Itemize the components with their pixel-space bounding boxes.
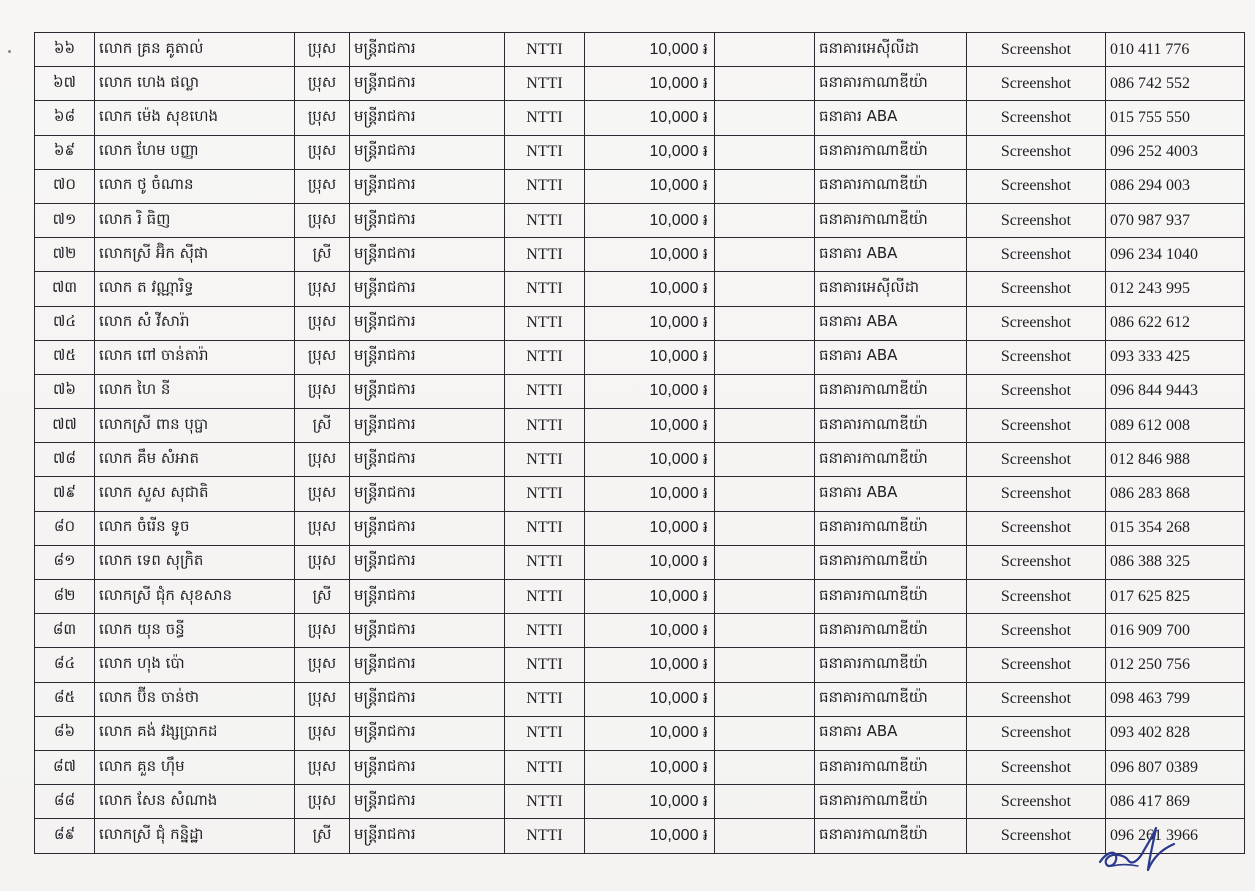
gender-cell: ប្រុស	[295, 648, 350, 682]
position-cell: មន្ត្រីរាជការ	[350, 443, 505, 477]
position-cell: មន្ត្រីរាជការ	[350, 477, 505, 511]
person-name-cell: លោក យុន ចន្ធី	[95, 614, 295, 648]
blank-cell-cell	[715, 306, 815, 340]
institution-cell: NTTI	[505, 750, 585, 784]
proof-type-cell: Screenshot	[967, 101, 1106, 135]
phone-number-cell: 015 354 268	[1106, 511, 1245, 545]
institution-cell: NTTI	[505, 238, 585, 272]
person-name-cell: លោក ត វណ្ណារិទ្ធ	[95, 272, 295, 306]
institution-cell: NTTI	[505, 67, 585, 101]
gender-cell: ប្រុស	[295, 374, 350, 408]
amount-cell: 10,000 ៛	[585, 101, 715, 135]
table-row	[35, 545, 1245, 579]
bank-name-cell: ធនាគារអេស៊ីលីដា	[815, 33, 967, 67]
blank-cell-cell	[715, 238, 815, 272]
person-name-cell: លោក ម៉េង សុខហេង	[95, 101, 295, 135]
blank-cell-cell	[715, 67, 815, 101]
proof-type-cell: Screenshot	[967, 614, 1106, 648]
institution-cell: NTTI	[505, 819, 585, 853]
person-name-cell: លោក ប៊ីន ចាន់ថា	[95, 682, 295, 716]
gender-cell: ប្រុស	[295, 785, 350, 819]
proof-type-cell: Screenshot	[967, 716, 1106, 750]
person-name-cell: លោកស្រី ពាន បុប្ផា	[95, 409, 295, 443]
blank-cell-cell	[715, 682, 815, 716]
position-cell: មន្ត្រីរាជការ	[350, 750, 505, 784]
gender-cell: ប្រុស	[295, 750, 350, 784]
amount-cell: 10,000 ៛	[585, 169, 715, 203]
phone-number-cell: 096 252 4003	[1106, 135, 1245, 169]
phone-number-cell: 016 909 700	[1106, 614, 1245, 648]
bank-name-cell: ធនាគារ ABA	[815, 477, 967, 511]
table-row	[35, 477, 1245, 511]
blank-cell-cell	[715, 33, 815, 67]
person-name-cell: លោក រិ ធិញ	[95, 203, 295, 237]
amount-cell: 10,000 ៛	[585, 819, 715, 853]
institution-cell: NTTI	[505, 306, 585, 340]
phone-number-cell: 017 625 825	[1106, 580, 1245, 614]
person-name-cell: លោក សែន សំណាង	[95, 785, 295, 819]
position-cell: មន្ត្រីរាជការ	[350, 203, 505, 237]
position-cell: មន្ត្រីរាជការ	[350, 67, 505, 101]
payment-list-table-container	[34, 32, 1244, 854]
position-cell: មន្ត្រីរាជការ	[350, 614, 505, 648]
amount-cell: 10,000 ៛	[585, 785, 715, 819]
person-name-cell: លោក ថូ ចំណាន	[95, 169, 295, 203]
table-row	[35, 340, 1245, 374]
gender-cell: ស្រី	[295, 238, 350, 272]
amount-cell: 10,000 ៛	[585, 511, 715, 545]
bank-name-cell: ធនាគារកាណាឌីយ៉ា	[815, 750, 967, 784]
person-name-cell: លោក គឹម សំអាត	[95, 443, 295, 477]
row-number-cell: ៧៦	[35, 374, 95, 408]
institution-cell: NTTI	[505, 203, 585, 237]
position-cell: មន្ត្រីរាជការ	[350, 580, 505, 614]
gender-cell: ប្រុស	[295, 716, 350, 750]
institution-cell: NTTI	[505, 716, 585, 750]
bank-name-cell: ធនាគារកាណាឌីយ៉ា	[815, 409, 967, 443]
institution-cell: NTTI	[505, 614, 585, 648]
position-cell: មន្ត្រីរាជការ	[350, 819, 505, 853]
person-name-cell: លោក គង់ វង្សប្រាកដ	[95, 716, 295, 750]
gender-cell: ប្រុស	[295, 101, 350, 135]
proof-type-cell: Screenshot	[967, 750, 1106, 784]
proof-type-cell: Screenshot	[967, 33, 1106, 67]
institution-cell: NTTI	[505, 682, 585, 716]
institution-cell: NTTI	[505, 33, 585, 67]
position-cell: មន្ត្រីរាជការ	[350, 648, 505, 682]
position-cell: មន្ត្រីរាជការ	[350, 101, 505, 135]
payment-list-table	[34, 32, 1245, 854]
row-number-cell: ៦៧	[35, 67, 95, 101]
gender-cell: ប្រុស	[295, 511, 350, 545]
blank-cell-cell	[715, 203, 815, 237]
gender-cell: ប្រុស	[295, 135, 350, 169]
amount-cell: 10,000 ៛	[585, 374, 715, 408]
row-number-cell: ៧១	[35, 203, 95, 237]
row-number-cell: ៨៥	[35, 682, 95, 716]
row-number-cell: ៧៥	[35, 340, 95, 374]
blank-cell-cell	[715, 614, 815, 648]
table-row	[35, 67, 1245, 101]
bank-name-cell: ធនាគារកាណាឌីយ៉ា	[815, 545, 967, 579]
row-number-cell: ៧៨	[35, 443, 95, 477]
gender-cell: ប្រុស	[295, 67, 350, 101]
table-row	[35, 614, 1245, 648]
phone-number-cell: 096 261 3966	[1106, 819, 1245, 853]
bank-name-cell: ធនាគារកាណាឌីយ៉ា	[815, 374, 967, 408]
bank-name-cell: ធនាគារ ABA	[815, 238, 967, 272]
phone-number-cell: 093 402 828	[1106, 716, 1245, 750]
table-row	[35, 33, 1245, 67]
position-cell: មន្ត្រីរាជការ	[350, 135, 505, 169]
person-name-cell: លោកស្រី ជុំ កន្និដ្ឋា	[95, 819, 295, 853]
row-number-cell: ៧៩	[35, 477, 95, 511]
person-name-cell: លោកស្រី អ៊ិក ស៊ីផា	[95, 238, 295, 272]
bank-name-cell: ធនាគារ ABA	[815, 101, 967, 135]
institution-cell: NTTI	[505, 443, 585, 477]
position-cell: មន្ត្រីរាជការ	[350, 33, 505, 67]
blank-cell-cell	[715, 101, 815, 135]
bank-name-cell: ធនាគារកាណាឌីយ៉ា	[815, 580, 967, 614]
blank-cell-cell	[715, 819, 815, 853]
bank-name-cell: ធនាគារកាណាឌីយ៉ា	[815, 203, 967, 237]
proof-type-cell: Screenshot	[967, 67, 1106, 101]
gender-cell: ប្រុស	[295, 272, 350, 306]
row-number-cell: ៨៤	[35, 648, 95, 682]
institution-cell: NTTI	[505, 409, 585, 443]
phone-number-cell: 096 844 9443	[1106, 374, 1245, 408]
bank-name-cell: ធនាគារកាណាឌីយ៉ា	[815, 648, 967, 682]
proof-type-cell: Screenshot	[967, 374, 1106, 408]
institution-cell: NTTI	[505, 580, 585, 614]
institution-cell: NTTI	[505, 785, 585, 819]
row-number-cell: ៨៦	[35, 716, 95, 750]
row-number-cell: ៨៣	[35, 614, 95, 648]
bank-name-cell: ធនាគារអេស៊ីលីដា	[815, 272, 967, 306]
table-row	[35, 238, 1245, 272]
amount-cell: 10,000 ៛	[585, 580, 715, 614]
blank-cell-cell	[715, 511, 815, 545]
table-row	[35, 716, 1245, 750]
position-cell: មន្ត្រីរាជការ	[350, 716, 505, 750]
signature-mark	[1094, 820, 1184, 880]
person-name-cell: លោក ហេង ផល្លា	[95, 67, 295, 101]
amount-cell: 10,000 ៛	[585, 135, 715, 169]
proof-type-cell: Screenshot	[967, 306, 1106, 340]
row-number-cell: ៧២	[35, 238, 95, 272]
phone-number-cell: 096 807 0389	[1106, 750, 1245, 784]
phone-number-cell: 093 333 425	[1106, 340, 1245, 374]
row-number-cell: ៧៤	[35, 306, 95, 340]
table-row	[35, 819, 1245, 853]
person-name-cell: លោក ពៅ ចាន់តារ៉ា	[95, 340, 295, 374]
amount-cell: 10,000 ៛	[585, 716, 715, 750]
phone-number-cell: 089 612 008	[1106, 409, 1245, 443]
gender-cell: ប្រុស	[295, 614, 350, 648]
gender-cell: ប្រុស	[295, 443, 350, 477]
blank-cell-cell	[715, 716, 815, 750]
proof-type-cell: Screenshot	[967, 340, 1106, 374]
phone-number-cell: 015 755 550	[1106, 101, 1245, 135]
gender-cell: ប្រុស	[295, 545, 350, 579]
gender-cell: ប្រុស	[295, 203, 350, 237]
position-cell: មន្ត្រីរាជការ	[350, 272, 505, 306]
amount-cell: 10,000 ៛	[585, 614, 715, 648]
table-row	[35, 374, 1245, 408]
gender-cell: ស្រី	[295, 409, 350, 443]
person-name-cell: លោក គួន ហ៊ឹម	[95, 750, 295, 784]
gender-cell: ប្រុស	[295, 33, 350, 67]
gender-cell: ស្រី	[295, 580, 350, 614]
table-row	[35, 580, 1245, 614]
table-row	[35, 511, 1245, 545]
amount-cell: 10,000 ៛	[585, 238, 715, 272]
amount-cell: 10,000 ៛	[585, 682, 715, 716]
row-number-cell: ៦៦	[35, 33, 95, 67]
row-number-cell: ៧៧	[35, 409, 95, 443]
position-cell: មន្ត្រីរាជការ	[350, 545, 505, 579]
row-number-cell: ៧០	[35, 169, 95, 203]
proof-type-cell: Screenshot	[967, 545, 1106, 579]
person-name-cell: លោក សួស សុជាតិ	[95, 477, 295, 511]
phone-number-cell: 086 742 552	[1106, 67, 1245, 101]
position-cell: មន្ត្រីរាជការ	[350, 409, 505, 443]
phone-number-cell: 086 388 325	[1106, 545, 1245, 579]
bank-name-cell: ធនាគារកាណាឌីយ៉ា	[815, 785, 967, 819]
table-row	[35, 101, 1245, 135]
person-name-cell: លោក ហែម បញ្ញា	[95, 135, 295, 169]
position-cell: មន្ត្រីរាជការ	[350, 511, 505, 545]
person-name-cell: លោក ទេព សុក្រិត	[95, 545, 295, 579]
bank-name-cell: ធនាគារកាណាឌីយ៉ា	[815, 511, 967, 545]
blank-cell-cell	[715, 648, 815, 682]
person-name-cell: លោក ហៃ នី	[95, 374, 295, 408]
table-row	[35, 682, 1245, 716]
blank-cell-cell	[715, 545, 815, 579]
blank-cell-cell	[715, 443, 815, 477]
position-cell: មន្ត្រីរាជការ	[350, 374, 505, 408]
phone-number-cell: 086 417 869	[1106, 785, 1245, 819]
row-number-cell: ៦៨	[35, 101, 95, 135]
position-cell: មន្ត្រីរាជការ	[350, 340, 505, 374]
phone-number-cell: 096 234 1040	[1106, 238, 1245, 272]
table-row	[35, 443, 1245, 477]
proof-type-cell: Screenshot	[967, 477, 1106, 511]
bank-name-cell: ធនាគារកាណាឌីយ៉ា	[815, 67, 967, 101]
amount-cell: 10,000 ៛	[585, 33, 715, 67]
proof-type-cell: Screenshot	[967, 238, 1106, 272]
blank-cell-cell	[715, 409, 815, 443]
person-name-cell: លោក ហុង ប៉ោ	[95, 648, 295, 682]
gender-cell: ស្រី	[295, 819, 350, 853]
proof-type-cell: Screenshot	[967, 785, 1106, 819]
phone-number-cell: 086 622 612	[1106, 306, 1245, 340]
bank-name-cell: ធនាគារ ABA	[815, 306, 967, 340]
speck-mark	[8, 50, 11, 53]
person-name-cell: លោក គ្រន គូតាល់	[95, 33, 295, 67]
phone-number-cell: 086 294 003	[1106, 169, 1245, 203]
blank-cell-cell	[715, 340, 815, 374]
amount-cell: 10,000 ៛	[585, 409, 715, 443]
amount-cell: 10,000 ៛	[585, 750, 715, 784]
amount-cell: 10,000 ៛	[585, 272, 715, 306]
gender-cell: ប្រុស	[295, 477, 350, 511]
table-row	[35, 648, 1245, 682]
table-row	[35, 306, 1245, 340]
amount-cell: 10,000 ៛	[585, 67, 715, 101]
proof-type-cell: Screenshot	[967, 682, 1106, 716]
blank-cell-cell	[715, 750, 815, 784]
row-number-cell: ៧៣	[35, 272, 95, 306]
proof-type-cell: Screenshot	[967, 203, 1106, 237]
proof-type-cell: Screenshot	[967, 580, 1106, 614]
blank-cell-cell	[715, 135, 815, 169]
proof-type-cell: Screenshot	[967, 511, 1106, 545]
proof-type-cell: Screenshot	[967, 443, 1106, 477]
table-row	[35, 135, 1245, 169]
phone-number-cell: 010 411 776	[1106, 33, 1245, 67]
table-row	[35, 272, 1245, 306]
table-row	[35, 785, 1245, 819]
phone-number-cell: 012 243 995	[1106, 272, 1245, 306]
bank-name-cell: ធនាគារកាណាឌីយ៉ា	[815, 682, 967, 716]
proof-type-cell: Screenshot	[967, 819, 1106, 853]
phone-number-cell: 086 283 868	[1106, 477, 1245, 511]
blank-cell-cell	[715, 477, 815, 511]
institution-cell: NTTI	[505, 511, 585, 545]
row-number-cell: ៨៧	[35, 750, 95, 784]
phone-number-cell: 070 987 937	[1106, 203, 1245, 237]
blank-cell-cell	[715, 580, 815, 614]
phone-number-cell: 098 463 799	[1106, 682, 1245, 716]
proof-type-cell: Screenshot	[967, 648, 1106, 682]
amount-cell: 10,000 ៛	[585, 340, 715, 374]
proof-type-cell: Screenshot	[967, 272, 1106, 306]
bank-name-cell: ធនាគារកាណាឌីយ៉ា	[815, 819, 967, 853]
gender-cell: ប្រុស	[295, 682, 350, 716]
institution-cell: NTTI	[505, 477, 585, 511]
proof-type-cell: Screenshot	[967, 135, 1106, 169]
proof-type-cell: Screenshot	[967, 169, 1106, 203]
position-cell: មន្ត្រីរាជការ	[350, 238, 505, 272]
amount-cell: 10,000 ៛	[585, 477, 715, 511]
institution-cell: NTTI	[505, 135, 585, 169]
institution-cell: NTTI	[505, 374, 585, 408]
table-body	[35, 33, 1245, 854]
bank-name-cell: ធនាគារ ABA	[815, 716, 967, 750]
bank-name-cell: ធនាគារកាណាឌីយ៉ា	[815, 443, 967, 477]
table-row	[35, 203, 1245, 237]
row-number-cell: ៨១	[35, 545, 95, 579]
blank-cell-cell	[715, 785, 815, 819]
gender-cell: ប្រុស	[295, 169, 350, 203]
row-number-cell: ៨២	[35, 580, 95, 614]
amount-cell: 10,000 ៛	[585, 545, 715, 579]
person-name-cell: លោក សំ វីសារ៉ា	[95, 306, 295, 340]
bank-name-cell: ធនាគារកាណាឌីយ៉ា	[815, 614, 967, 648]
table-row	[35, 169, 1245, 203]
phone-number-cell: 012 846 988	[1106, 443, 1245, 477]
row-number-cell: ៨៨	[35, 785, 95, 819]
bank-name-cell: ធនាគារកាណាឌីយ៉ា	[815, 135, 967, 169]
row-number-cell: ៨៩	[35, 819, 95, 853]
phone-number-cell: 012 250 756	[1106, 648, 1245, 682]
blank-cell-cell	[715, 169, 815, 203]
institution-cell: NTTI	[505, 545, 585, 579]
gender-cell: ប្រុស	[295, 306, 350, 340]
amount-cell: 10,000 ៛	[585, 203, 715, 237]
amount-cell: 10,000 ៛	[585, 306, 715, 340]
table-row	[35, 750, 1245, 784]
position-cell: មន្ត្រីរាជការ	[350, 306, 505, 340]
bank-name-cell: ធនាគារកាណាឌីយ៉ា	[815, 169, 967, 203]
person-name-cell: លោក ចំរើន ទូច	[95, 511, 295, 545]
row-number-cell: ៦៩	[35, 135, 95, 169]
institution-cell: NTTI	[505, 340, 585, 374]
institution-cell: NTTI	[505, 272, 585, 306]
amount-cell: 10,000 ៛	[585, 648, 715, 682]
bank-name-cell: ធនាគារ ABA	[815, 340, 967, 374]
institution-cell: NTTI	[505, 648, 585, 682]
amount-cell: 10,000 ៛	[585, 443, 715, 477]
row-number-cell: ៨០	[35, 511, 95, 545]
blank-cell-cell	[715, 272, 815, 306]
position-cell: មន្ត្រីរាជការ	[350, 682, 505, 716]
person-name-cell: លោកស្រី ជុំក សុខសាន	[95, 580, 295, 614]
proof-type-cell: Screenshot	[967, 409, 1106, 443]
position-cell: មន្ត្រីរាជការ	[350, 785, 505, 819]
institution-cell: NTTI	[505, 101, 585, 135]
blank-cell-cell	[715, 374, 815, 408]
position-cell: មន្ត្រីរាជការ	[350, 169, 505, 203]
gender-cell: ប្រុស	[295, 340, 350, 374]
table-row	[35, 409, 1245, 443]
institution-cell: NTTI	[505, 169, 585, 203]
